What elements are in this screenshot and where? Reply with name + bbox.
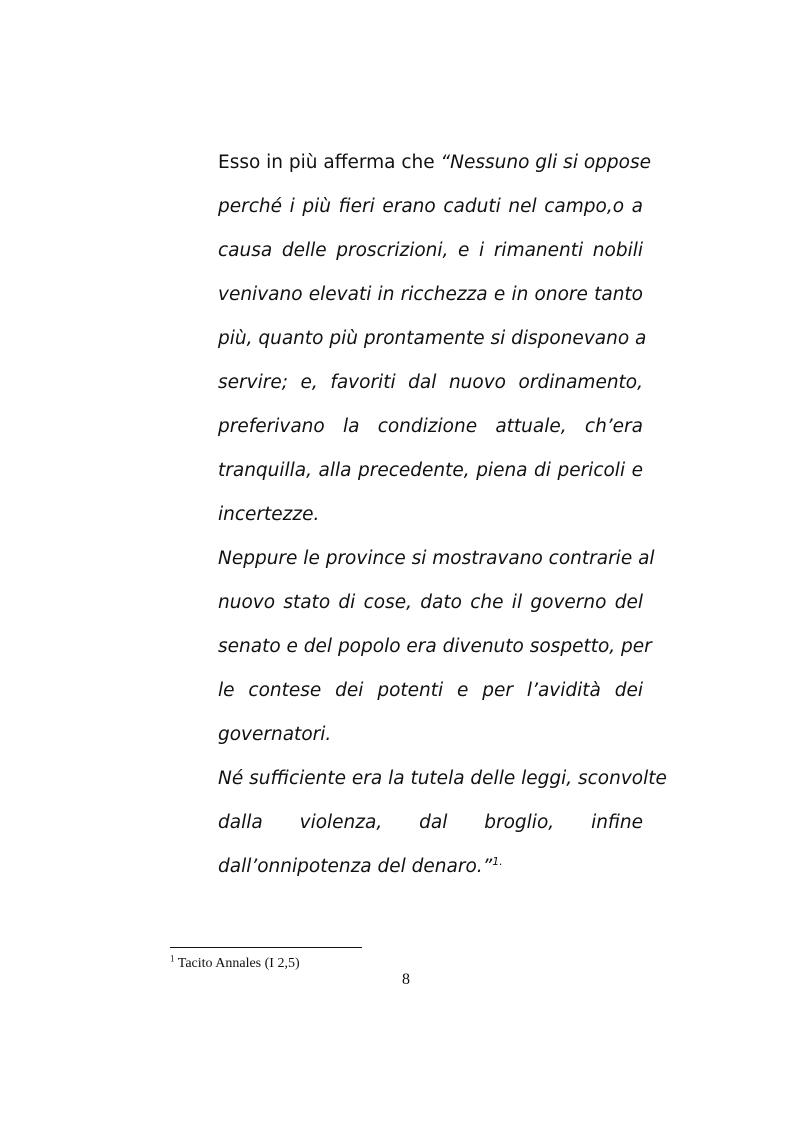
text-line: tranquilla, alla precedente, piena di pericoli e	[218, 460, 643, 481]
page-number: 8	[402, 971, 410, 988]
text-line: dalla violenza, dal broglio, infine	[218, 812, 643, 833]
footnote	[170, 955, 300, 973]
text-line: nuovo stato di cose, dato che il governo del	[218, 592, 643, 613]
text-line: perché i più fieri erano caduti nel campo,o a	[218, 196, 643, 217]
text-line: servire; e, favoriti dal nuovo ordinamento,	[218, 372, 643, 393]
text-line	[218, 149, 651, 177]
text-line: le contese dei potenti e per l’avidità dei	[218, 680, 643, 701]
footnote-reference: 1.	[492, 854, 503, 868]
footnote-separator	[170, 947, 362, 948]
text-line: venivano elevati in ricchezza e in onore tanto	[218, 284, 643, 305]
text-line: Neppure le province si mostravano contrarie al	[218, 548, 655, 569]
text-segment-italic: “Nessuno gli si oppose	[440, 152, 651, 173]
footnote-marker: 1	[170, 953, 175, 964]
text-segment: Esso in più afferma che	[218, 152, 441, 173]
text-line: preferivano la condizione attuale, ch’era	[218, 416, 643, 437]
text-segment-italic: dall’onnipotenza del denaro.”	[218, 856, 493, 877]
text-line: incertezze.	[218, 504, 320, 525]
text-line	[218, 853, 643, 881]
text-line: Né sufficiente era la tutela delle leggi, sconvolte	[218, 768, 667, 789]
text-line: senato e del popolo era divenuto sospetto, per	[218, 636, 652, 657]
text-line: governatori.	[218, 724, 332, 745]
footnote-text: Tacito Annales (I 2,5)	[177, 956, 300, 971]
text-line: più, quanto più prontamente si disponevano a	[218, 328, 647, 349]
text-line: causa delle proscrizioni, e i rimanenti nobili	[218, 240, 643, 261]
